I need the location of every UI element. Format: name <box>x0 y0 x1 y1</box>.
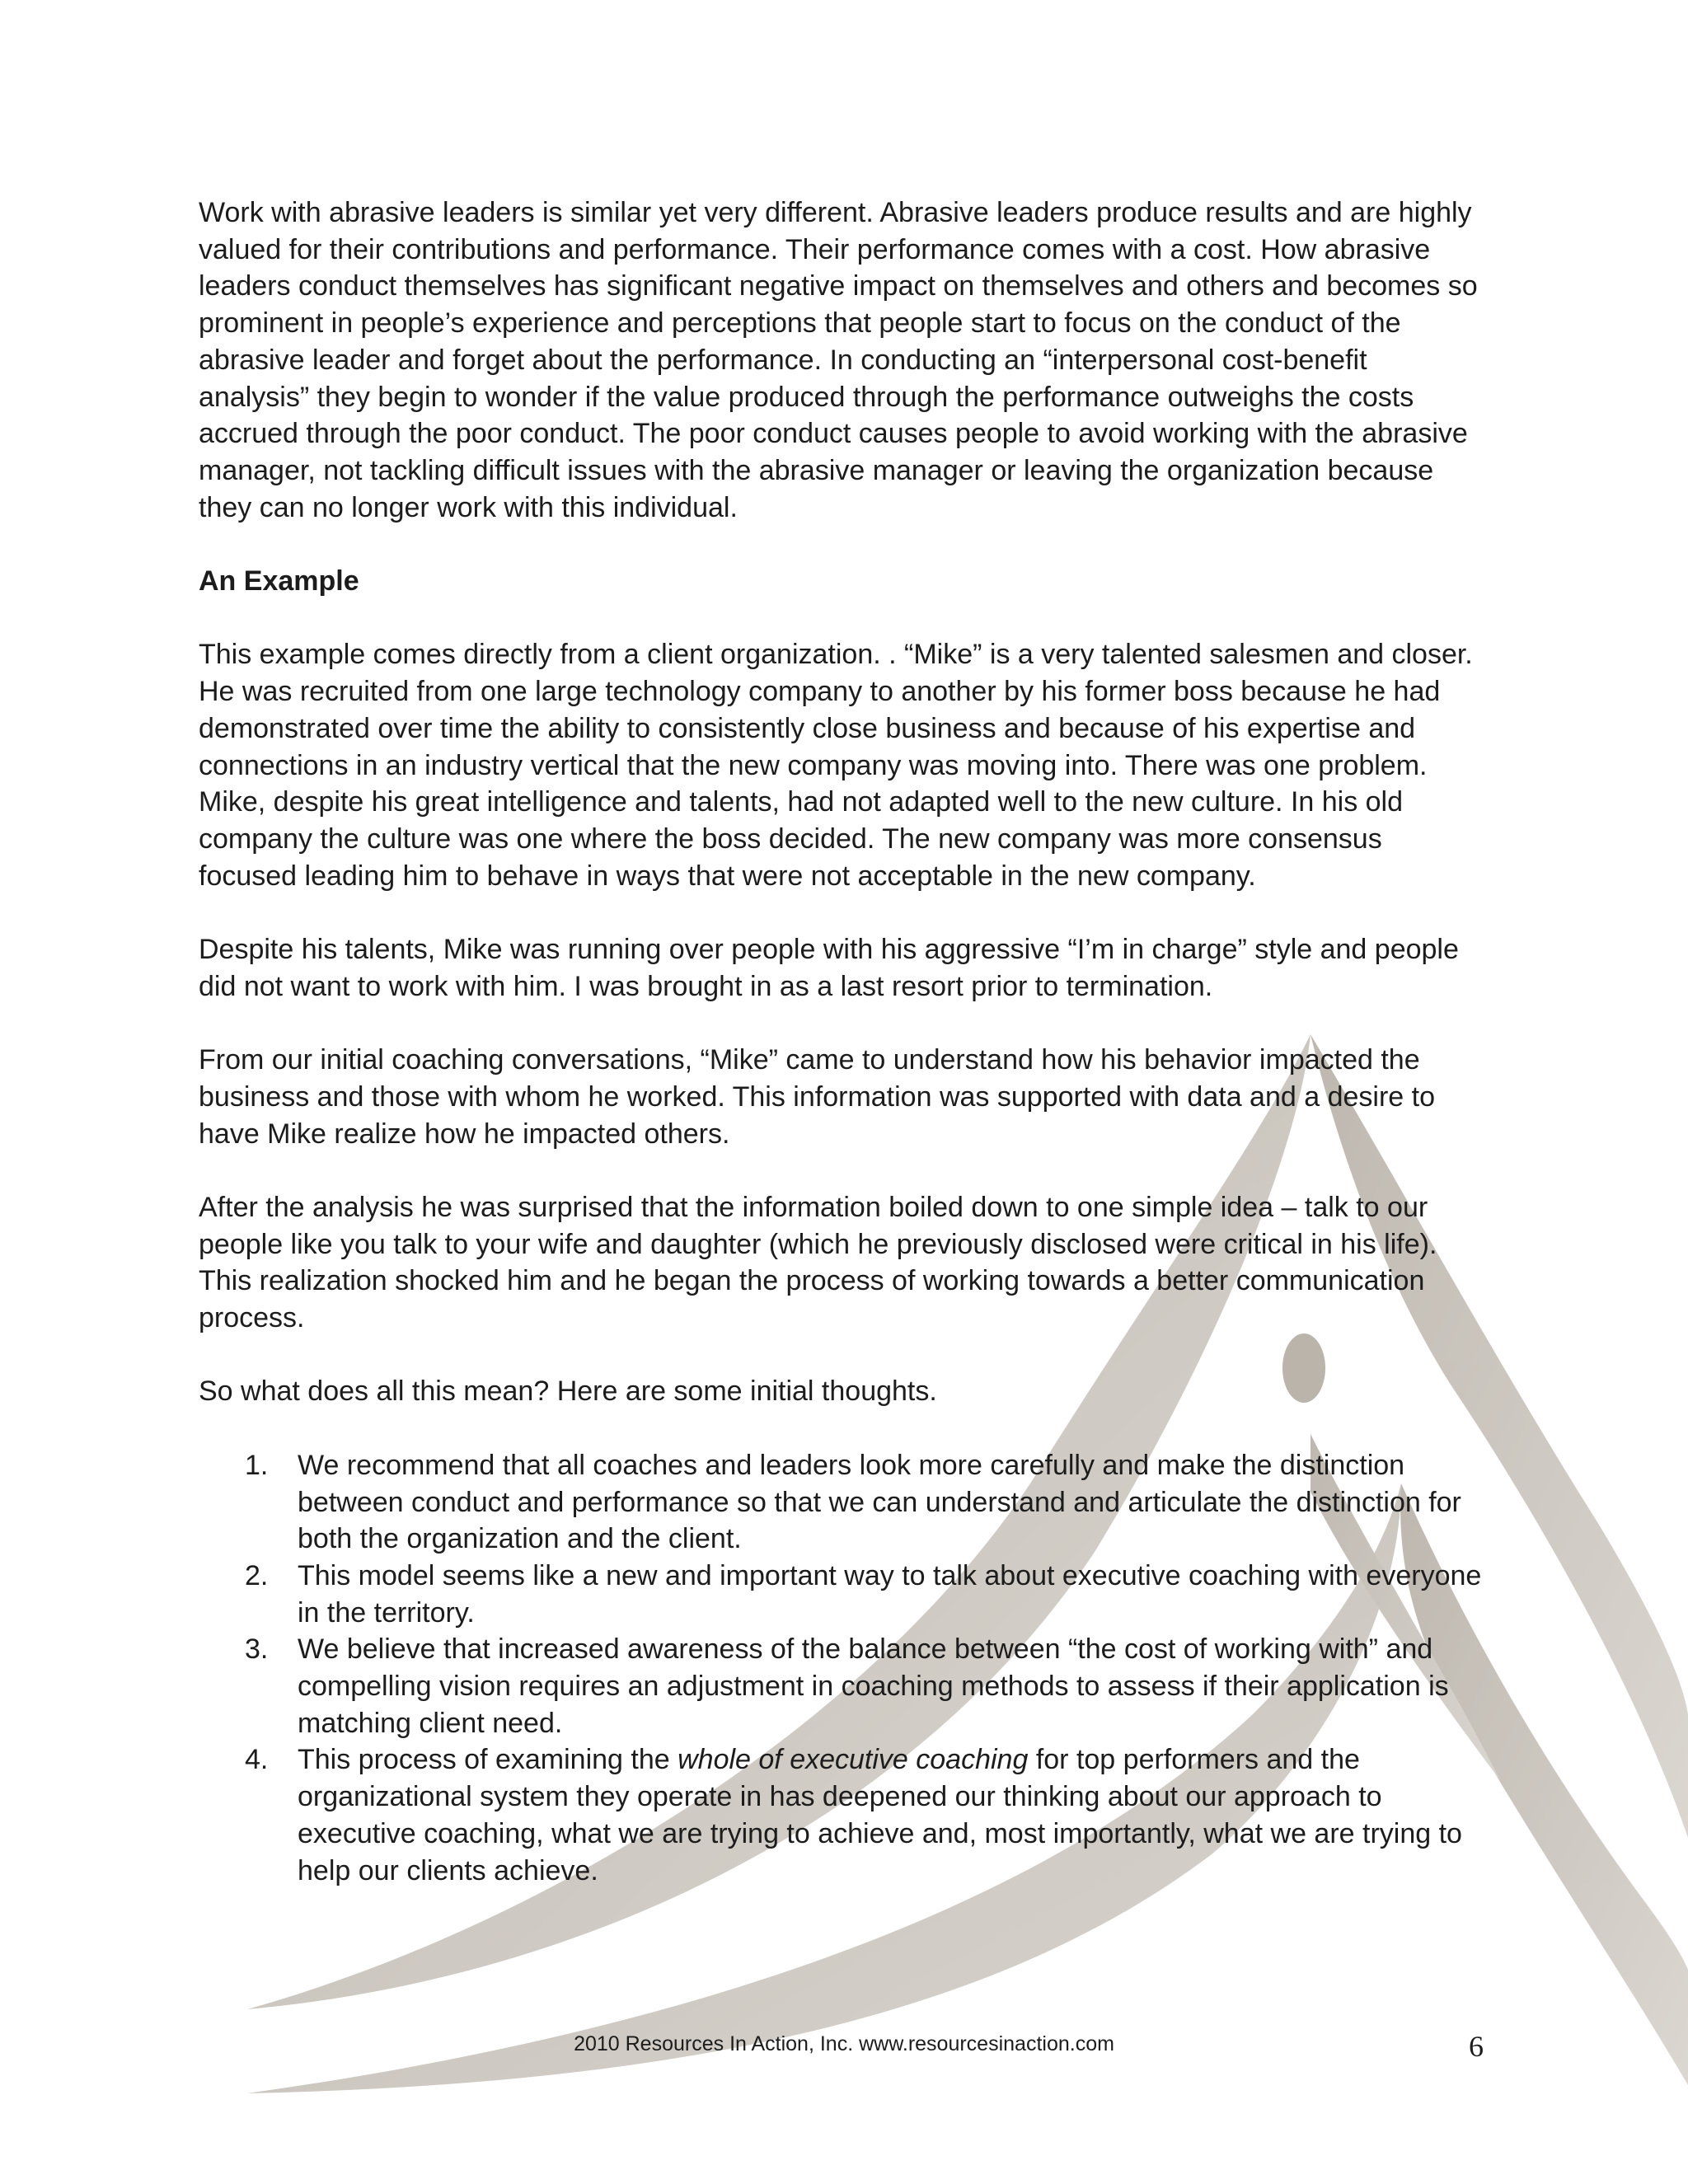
list-item-text: We believe that increased awareness of the balance between “the cost of working with” and compelling vision requires an adjustment in coaching methods to assess if their application is matching client need. <box>298 1633 1449 1739</box>
list-item <box>199 1631 1484 1741</box>
analysis-paragraph: After the analysis he was surprised that the information boiled down to one simple idea – talk to our people like you talk to your wife and daughter (which he previously disclosed were critical in his life). This realization shocked him and he began the process of working towards a better communication process. <box>199 1191 1437 1334</box>
thoughts-paragraph: So what does all this mean? Here are some initial thoughts. <box>199 1376 937 1408</box>
despite-paragraph: Despite his talents, Mike was running over people with his aggressive “I’m in charge” style and people did not want to work with him. I was brought in as a last resort prior to termination. <box>199 934 1459 1002</box>
footer-text: 2010 Resources In Action, Inc. www.resourcesinaction.com <box>574 2032 1114 2055</box>
page-number: 6 <box>1469 2030 1484 2063</box>
list-item-number: 2. <box>245 1559 269 1591</box>
page-content <box>199 194 1484 1889</box>
list-item-text-after: for top performers and the organizational system they operate in has deepened our thinking about our approach to executive coaching, what we are trying to achieve and, most importantly, what we are trying to help our clients achieve. <box>298 1744 1462 1886</box>
intro-paragraph: Work with abrasive leaders is similar yet very different. Abrasive leaders produce results and are highly valued for their contributions and performance. Their performance comes with a cost. How abrasive leaders conduct themselves has significant negative impact on themselves and others and becomes so prominent in people’s experience and perceptions that people start to focus on the conduct of the abrasive leader and forget about the performance. In conducting an “interpersonal cost-benefit analysis” they begin to wonder if the value produced through the performance outweighs the costs accrued through the poor conduct. The poor conduct causes people to avoid working with the abrasive manager, not tackling difficult issues with the abrasive manager or leaving the organization because they can no longer work with this individual. <box>199 197 1478 523</box>
list-item <box>199 1741 1484 1889</box>
list-item-emphasis: whole of executive coaching <box>678 1744 1029 1776</box>
example-paragraph: This example comes directly from a client organization. . “Mike” is a very talented salesmen and closer. He was recruited from one large technology company to another by his former boss because he had demonstrated over time the ability to consistently close business and because of his expertise and connections in an industry vertical that the new company was moving into. There was one problem. Mike, despite his great intelligence and talents, had not adapted well to the new culture. In his old company the culture was one where the boss decided. The new company was more consensus focused leading him to behave in ways that were not acceptable in the new company. <box>199 639 1473 892</box>
list-item-text: This model seems like a new and important way to talk about executive coaching with everyone in the territory. <box>298 1559 1482 1629</box>
coaching-paragraph: From our initial coaching conversations, “Mike” came to understand how his behavior impacted the business and those with whom he worked. This information was supported with data and a desire to have Mike realize how he impacted others. <box>199 1044 1435 1150</box>
list-item <box>199 1447 1484 1558</box>
list-item-text <box>298 1744 1462 1886</box>
list-item <box>199 1558 1484 1631</box>
list-item-number: 3. <box>245 1633 269 1666</box>
list-item-text: We recommend that all coaches and leaders look more carefully and make the distinction between conduct and performance so that we can understand and articulate the distinction for both the organization and the client. <box>298 1449 1461 1555</box>
list-item-text-before: This process of examining the <box>298 1744 678 1776</box>
section-heading: An Example <box>199 565 359 598</box>
list-item-number: 4. <box>245 1744 269 1776</box>
numbered-list <box>199 1447 1484 1889</box>
list-item-number: 1. <box>245 1449 269 1481</box>
